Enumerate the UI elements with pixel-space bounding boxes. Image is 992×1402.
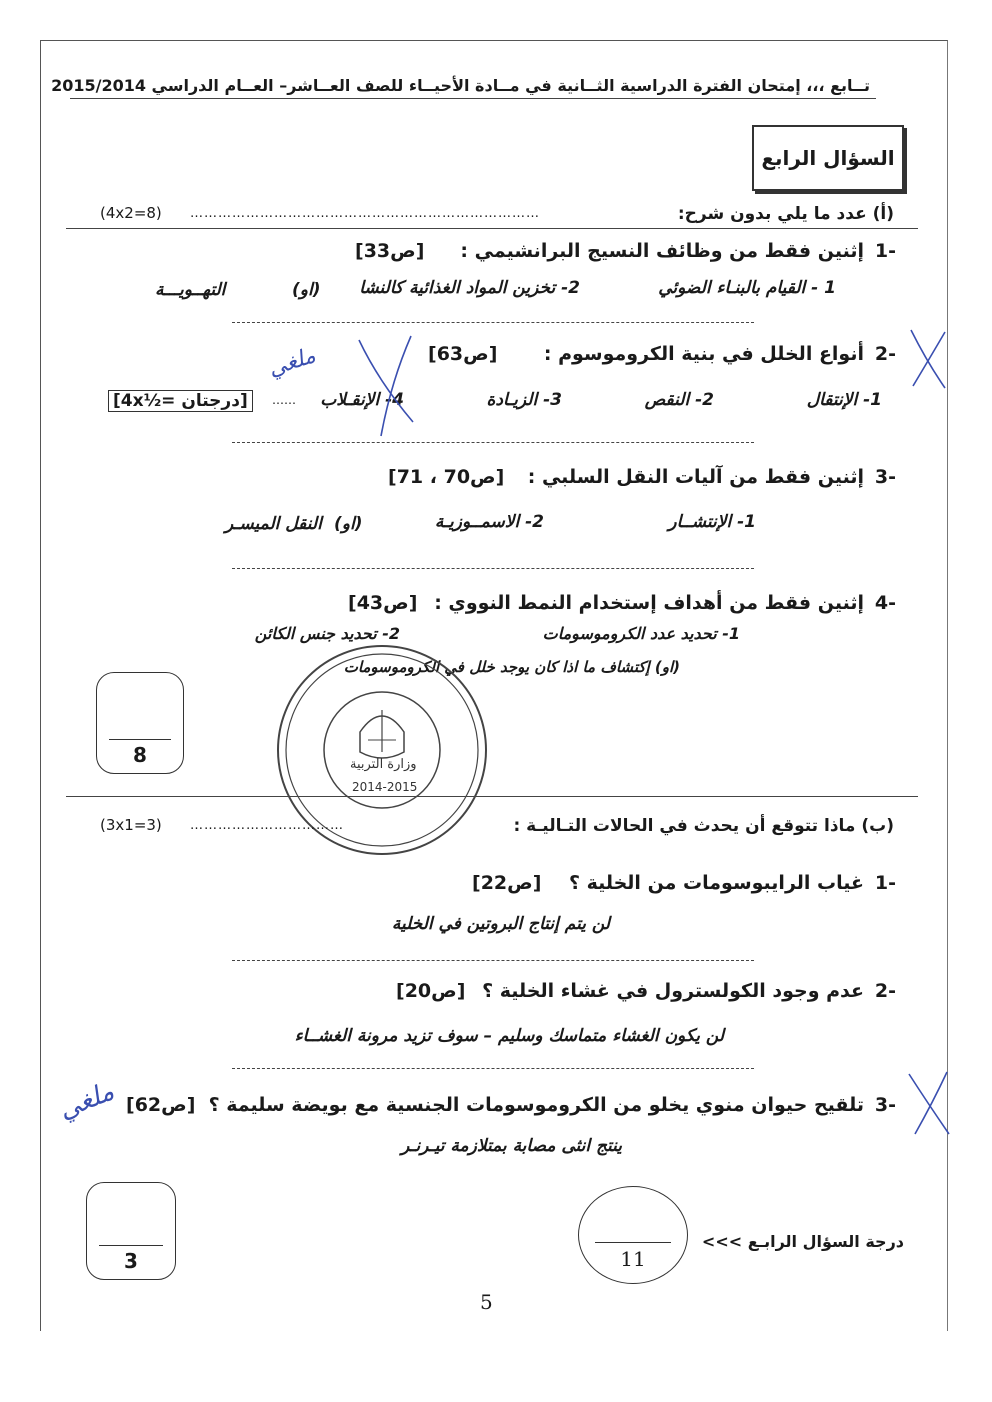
b2-answer: لن يكون الغشاء متماسك وسليم – سوف تزيد مرونة الغشــاء (294, 1026, 724, 1046)
q3-ref: [ص70 ، 71] (388, 466, 505, 488)
cross-mark-icon (905, 326, 951, 392)
section-a-title: (أ) عدد ما يلي بدون شرح: (677, 204, 894, 224)
handwritten-note: ملغي (54, 1076, 119, 1126)
q3-number: 3- (874, 466, 896, 488)
score-box-b (86, 1182, 176, 1280)
b1-number: 1- (874, 872, 896, 894)
question-title-box (752, 125, 904, 191)
q3-answer-2: 2- الاسمــوزيـة (434, 512, 544, 532)
score-box-a (96, 672, 184, 774)
q1-answer-2: 2- تخزين المواد الغذائية كالنشا (359, 278, 580, 298)
q4-answer-2: 2- تحديد جنس الكائن (254, 624, 400, 643)
q2-answer-3: 3- الزيـادة (486, 390, 562, 410)
q2-answer-1: 1- الإنتقال (806, 390, 882, 410)
q3-answer-3: النقل الميسـر (225, 514, 322, 534)
section-b-marks: (3x1=3) (100, 816, 162, 834)
b2-number: 2- (874, 980, 896, 1002)
section-a-rule (66, 228, 918, 229)
cross-mark-icon (905, 1068, 953, 1138)
b3-answer: ينتج انثى مصابة بمتلازمة تيـرنـر (401, 1136, 622, 1156)
page-number: 5 (480, 1290, 493, 1314)
q3-or: (او) (334, 514, 363, 534)
handwritten-note: ملغي (265, 343, 319, 382)
section-b-title: (ب) ماذا تتوقع أن يحدث في الحالات التـاليـة : (513, 816, 894, 836)
section-divider (66, 796, 918, 797)
q1-divider (232, 322, 754, 323)
q4-text: إثنين فقط من أهداف إستخدام النمط النووي : (434, 592, 864, 614)
q2-answer-4: 4- الإنقـلاب (320, 390, 404, 410)
q1-answer-1: 1 - القيام بالبنـاء الضوئي (658, 278, 836, 298)
q3-answer-1: 1- الإنتشــار (668, 512, 756, 532)
q3-text: إثنين فقط من آليات النقل السلبي : (527, 466, 864, 488)
b3-text: تلقيح حيوان منوي يخلو من الكروموسومات الجنسية مع بويضة سليمة ؟ (208, 1094, 864, 1116)
q1-answer-3: التهــويـــة (155, 280, 226, 300)
b3-number: 3- (874, 1094, 896, 1116)
b2-text: عدم وجود الكولسترول في غشاء الخلية ؟ (482, 980, 864, 1002)
score-a-value: 8 (133, 743, 147, 767)
header-rule (70, 98, 876, 99)
q1-text: إثنين فقط من وظائف النسيج البرانشيمي : (460, 240, 864, 262)
section-a-dots: ………………………………………………………………… (190, 206, 540, 221)
q2-marks: [4x½= درجتان] (108, 390, 253, 412)
score-b-value: 3 (124, 1249, 138, 1273)
q4-answer-3: (او) إكتشاف ما اذا كان يوجد خلل في الكروموسومات (343, 658, 680, 676)
b1-divider (232, 960, 754, 961)
question-title: السؤال الرابع (761, 146, 895, 170)
q4-answer-1: 1- تحديد عدد الكروموسومات (542, 624, 740, 643)
q4-number: 4- (874, 592, 896, 614)
stamp-year: 2014-2015 (352, 780, 418, 794)
q4-ref: [ص43] (348, 592, 418, 614)
b1-answer: لن يتم إنتاج البروتين في الخلية (391, 914, 610, 934)
q1-or: (او) (292, 280, 321, 300)
b3-ref: [ص62] (126, 1094, 196, 1116)
total-label: درجة السؤال الرابـع >>> (701, 1232, 904, 1251)
section-b-dots: …………………………… (190, 818, 344, 833)
cross-mark-icon (355, 332, 417, 438)
q2-number: 2- (874, 343, 896, 365)
b2-divider (232, 1068, 754, 1069)
q1-ref: [ص33] (355, 240, 425, 262)
q2-dots: …… (272, 393, 296, 407)
total-score-value: 11 (620, 1247, 646, 1271)
q2-ref: [ص63] (428, 343, 498, 365)
q2-divider (232, 442, 754, 443)
q1-number: 1- (874, 240, 896, 262)
b1-text: غياب الرايبوسومات من الخلية ؟ (568, 872, 864, 894)
q3-divider (232, 568, 754, 569)
stamp-ministry: وزارة التربية (350, 757, 417, 772)
exam-header: تــابع ،،، إمتحان الفترة الدراسية الثــانية في مــادة الأحيــاء للصف العــاشر– العــام الدراسي 2015/2014 (51, 76, 870, 95)
b1-ref: [ص22] (472, 872, 542, 894)
section-a-marks: (4x2=8) (100, 204, 162, 222)
total-score-oval (578, 1186, 688, 1284)
q2-answer-2: 2- النقص (644, 390, 714, 410)
q2-text: أنواع الخلل في بنية الكروموسوم : (543, 343, 864, 365)
b2-ref: [ص20] (396, 980, 466, 1002)
